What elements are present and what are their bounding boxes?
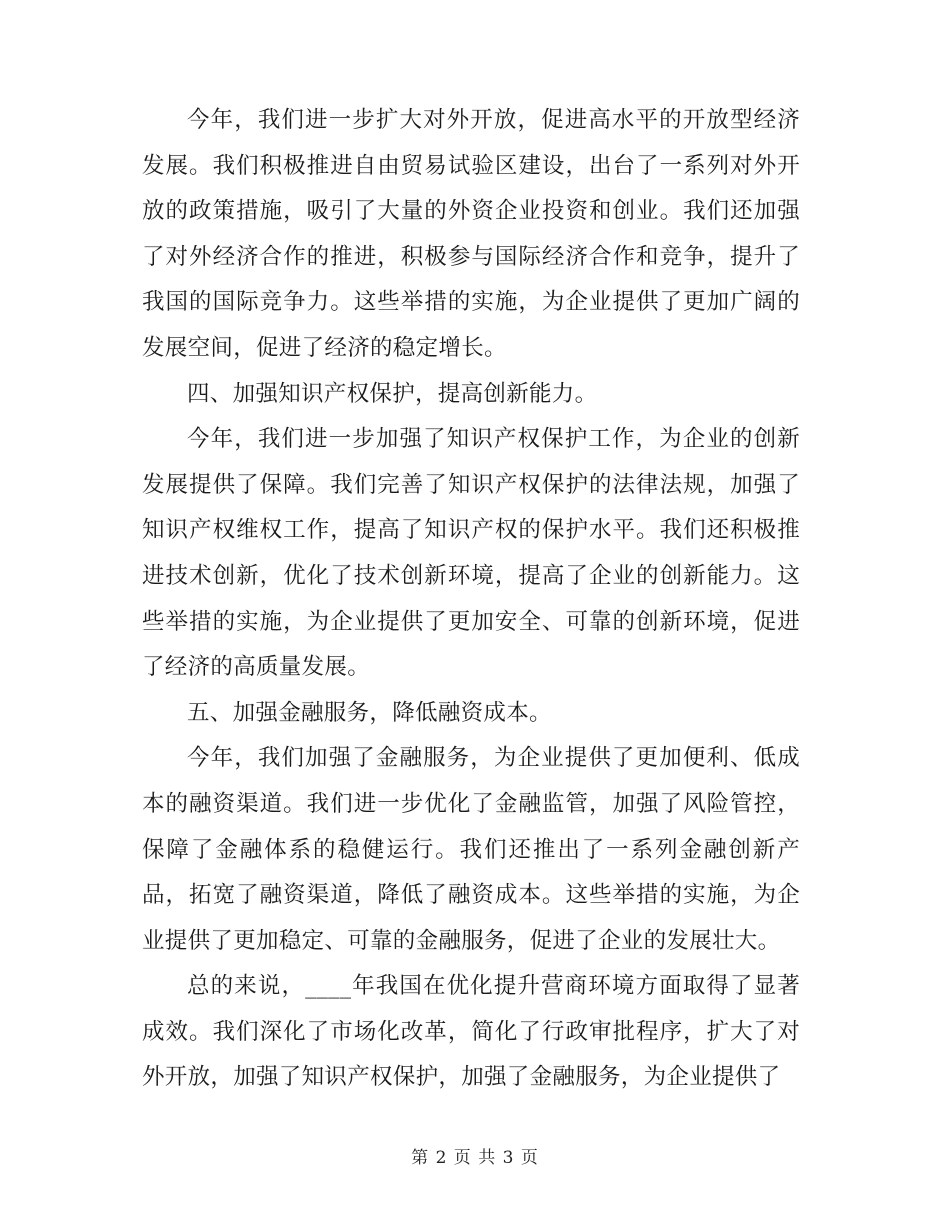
paragraph-ip-protection: 今年，我们进一步加强了知识产权保护工作，为企业的创新发展提供了保障。我们完善了知识产权保护的法律法规，加强了知识产权维权工作，提高了知识产权的保护水平。我们还积极推进技术创新，优化了技术创新环境，提高了企业的创新能力。这些举措的实施，为企业提供了更加安全、可靠的创新环境，促进了经济的高质量发展。 xyxy=(142,426,800,681)
paragraph-summary: 总的来说，____年我国在优化提升营商环境方面取得了显著成效。我们深化了市场化改革，简化了行政审批程序，扩大了对外开放，加强了知识产权保护，加强了金融服务，为企业提供了 xyxy=(142,973,800,1091)
paragraph-financial-services: 今年，我们加强了金融服务，为企业提供了更加便利、低成本的融资渠道。我们进一步优化了金融监管，加强了风险管控，保障了金融体系的稳健运行。我们还推出了一系列金融创新产品，拓宽了融资渠道，降低了融资成本。这些举措的实施，为企业提供了更加稳定、可靠的金融服务，促进了企业的发展壮大。 xyxy=(142,745,800,954)
document-body xyxy=(142,98,800,1101)
section-heading-financial-services: 五、加强金融服务，降低融资成本。 xyxy=(187,699,552,726)
section-heading-ip-protection: 四、加强知识产权保护，提高创新能力。 xyxy=(187,380,598,407)
page-number-footer: 第 2 页 共 3 页 xyxy=(411,1148,539,1168)
paragraph-opening-up: 今年，我们进一步扩大对外开放，促进高水平的开放型经济发展。我们积极推进自由贸易试验区建设，出台了一系列对外开放的政策措施，吸引了大量的外资企业投资和创业。我们还加强了对外经济合作的推进，积极参与国际经济合作和竞争，提升了我国的国际竞争力。这些举措的实施，为企业提供了更加广阔的发展空间，促进了经济的稳定增长。 xyxy=(142,107,800,361)
